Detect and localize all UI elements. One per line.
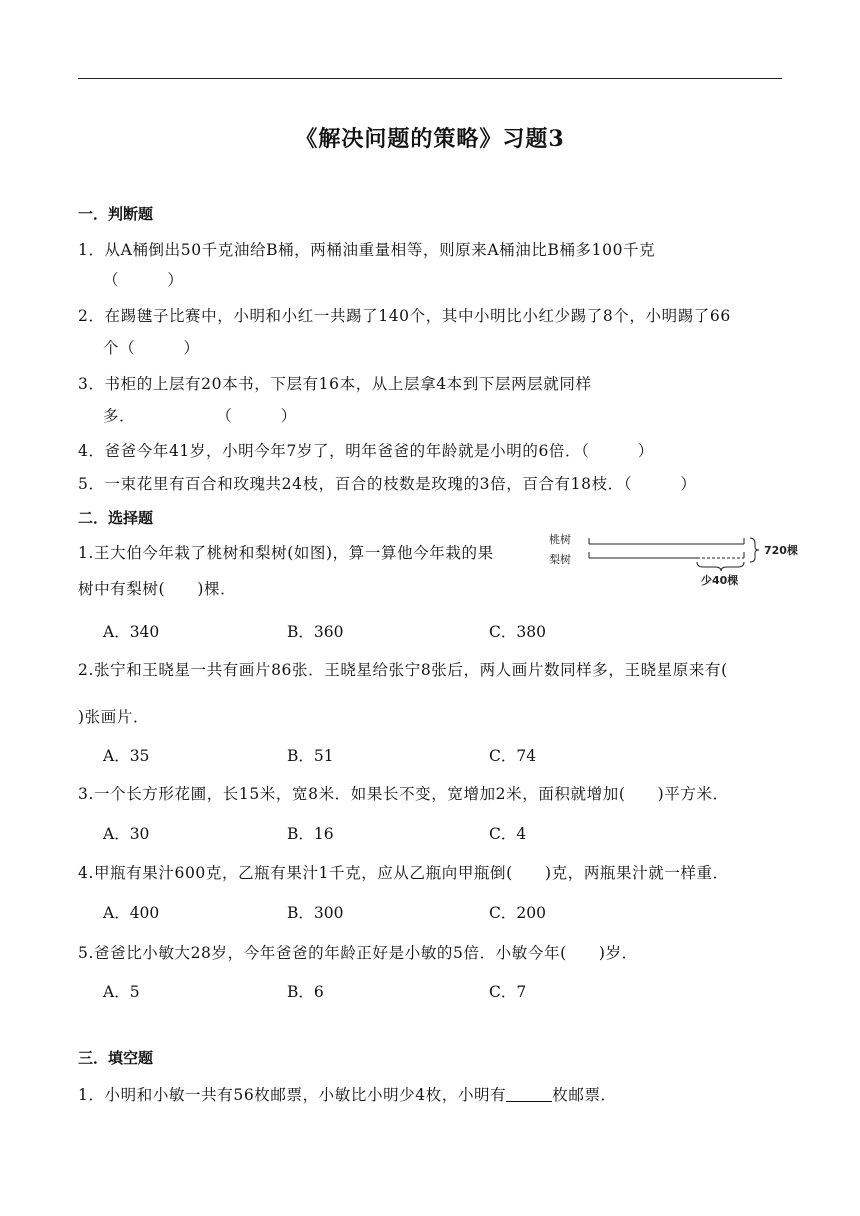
choice-q5-option-a: A．5 xyxy=(103,983,140,1001)
choice-q4-option-a: A．400 xyxy=(103,904,160,922)
fill-blank-q1-text-end: 枚邮票． xyxy=(552,1086,617,1104)
choice-q3-option-c: C．4 xyxy=(489,825,527,843)
choice-q2-option-b: B．51 xyxy=(287,747,334,765)
choice-q5-option-b: B．6 xyxy=(287,983,324,1001)
fill-blank-q1 xyxy=(78,1083,617,1105)
judgement-q3-cont: 多． （ ） xyxy=(103,407,297,425)
choice-q2: 2.张宁和王晓星一共有画片86张．王晓星给张宁8张后，两人画片数同样多，王晓星原来有( xyxy=(78,661,728,679)
peach-label: 桃树 xyxy=(549,533,571,546)
judgement-q1-blank: （ ） xyxy=(103,271,184,289)
judgement-q2-cont: 个（ ） xyxy=(103,339,200,357)
choice-q3-option-a: A．30 xyxy=(103,825,150,843)
choice-q4-option-b: B．300 xyxy=(287,904,344,922)
choice-q2-cont: )张画片． xyxy=(78,708,150,726)
fill-blank-q1-text: 1．小明和小敏一共有56枚邮票，小敏比小明少4枚，小明有 xyxy=(78,1086,507,1104)
header-rule xyxy=(78,78,782,79)
choice-q2-option-c: C．74 xyxy=(489,747,537,765)
answer-blank[interactable] xyxy=(506,1087,552,1102)
total-label: 720棵 xyxy=(764,544,798,557)
page-title: 《解决问题的策略》习题3 xyxy=(295,126,565,152)
choice-q4: 4.甲瓶有果汁600克，乙瓶有果汁1千克，应从乙瓶向甲瓶倒( )克，两瓶果汁就一样重． xyxy=(78,864,729,882)
judgement-q4: 4．爸爸今年41岁，小明今年7岁了，明年爸爸的年龄就是小明的6倍．（ ） xyxy=(78,442,654,460)
pear-label: 梨树 xyxy=(549,553,571,566)
choice-q3-option-b: B．16 xyxy=(287,825,334,843)
choice-q1-option-b: B．360 xyxy=(287,623,344,641)
choice-q5: 5.爸爸比小敏大28岁，今年爸爸的年龄正好是小敏的5倍．小敏今年( )岁． xyxy=(78,944,638,962)
judgement-q5: 5．一束花里有百合和玫瑰共24枝，百合的枝数是玫瑰的3倍，百合有18枝．（ ） xyxy=(78,475,697,493)
choice-q5-option-c: C．7 xyxy=(489,983,527,1001)
choice-q1-cont: 树中有梨树( )棵． xyxy=(78,580,237,598)
choice-q3: 3.一个长方形花圃，长15米，宽8米．如果长不变，宽增加2米，面积就增加( )平方米． xyxy=(78,785,729,803)
choice-q4-option-c: C．200 xyxy=(489,904,546,922)
section-heading-choice: 二．选择题 xyxy=(78,509,154,527)
line-segment-diagram xyxy=(545,528,810,590)
section-heading-fill-blank: 三．填空题 xyxy=(78,1049,154,1067)
total-brace xyxy=(750,538,759,562)
choice-q1: 1.王大伯今年栽了桃树和梨树(如图)，算一算他今年栽的果 xyxy=(78,544,494,562)
diff-label: 少40棵 xyxy=(701,574,739,587)
judgement-q1: 1．从A桶倒出50千克油给B桶，两桶油重量相等，则原来A桶油比B桶多100千克 xyxy=(78,241,656,259)
judgement-q2: 2．在踢毽子比赛中，小明和小红一共踢了140个，其中小明比小红少踢了8个，小明踢了66 xyxy=(78,307,731,325)
diff-brace xyxy=(697,562,744,571)
choice-q1-option-a: A．340 xyxy=(103,623,160,641)
section-heading-judgement: 一．判断题 xyxy=(78,205,154,223)
judgement-q3: 3．书柜的上层有20本书，下层有16本，从上层拿4本到下层两层就同样 xyxy=(78,375,592,393)
choice-q2-option-a: A．35 xyxy=(103,747,150,765)
choice-q1-option-c: C．380 xyxy=(489,623,546,641)
